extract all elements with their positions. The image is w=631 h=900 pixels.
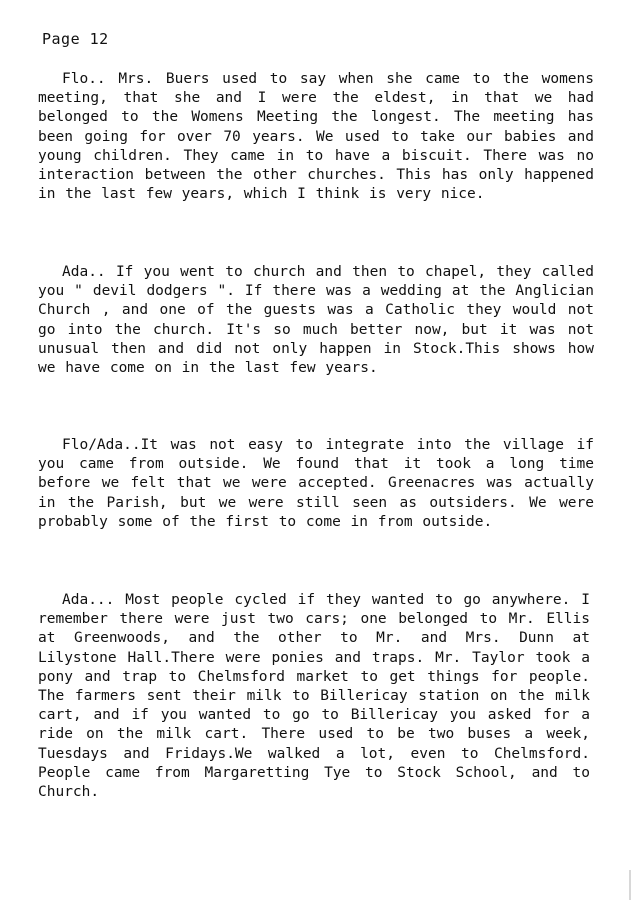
speaker-label: Ada... <box>62 592 115 608</box>
page-number: Page 12 <box>42 30 109 48</box>
speaker-label: Flo.. <box>62 71 106 87</box>
paragraph-ada-devil-dodgers <box>38 263 594 378</box>
paragraph-text: Most people cycled if they wanted to go anywhere. I remember there were just two cars; one belonged to Mr. Ellis at Greenwoods, and the other to Mr. and Mrs. Dunn at Lilystone Hall.There were ponies and traps. Mr. Taylor took a pony and trap to Chelmsford market to get things for people. The farmers sent their milk to Billericay station on the milk cart, and if you wanted to go to Billericay you asked for a ride on the milk cart. There used to be two buses a week, Tuesdays and Fridays.We walked a lot, even to Chelmsford. People came from Margaretting Tye to Stock School, and to Church. <box>38 592 591 801</box>
paragraph-flo-ada-integration <box>38 436 594 532</box>
speaker-label: Ada.. <box>62 264 106 280</box>
paragraph-text: It was not easy to integrate into the village if you came from outside. We found that it took a long time before we felt that we were accepted. Greenacres was actually in the Parish, but we were still seen as outsiders. We were probably some of the first to come in from outside. <box>38 437 594 530</box>
paragraph-text: If you went to church and then to chapel, they called you " devil dodgers ". If there was a wedding at the Anglician Church , and one of the guests was a Catholic they would not go into the church. It's so much better now, but it was not unusual then and did not only happen in Stock.This shows how we have come on in the last few years. <box>38 264 594 377</box>
speaker-label: Flo/Ada.. <box>62 437 141 453</box>
paragraph-ada-transport <box>38 591 590 802</box>
paragraph-text: Mrs. Buers used to say when she came to the womens meeting, that she and I were the eldest, in that we had belonged to the Womens Meeting the longest. The meeting has been going for over 70 years. We used to take our babies and young children. They came in to have a biscuit. There was no interaction between the other churches. This has only happened in the last few years, which I think is very nice. <box>38 71 594 203</box>
paragraph-flo-womens-meeting <box>38 70 594 204</box>
